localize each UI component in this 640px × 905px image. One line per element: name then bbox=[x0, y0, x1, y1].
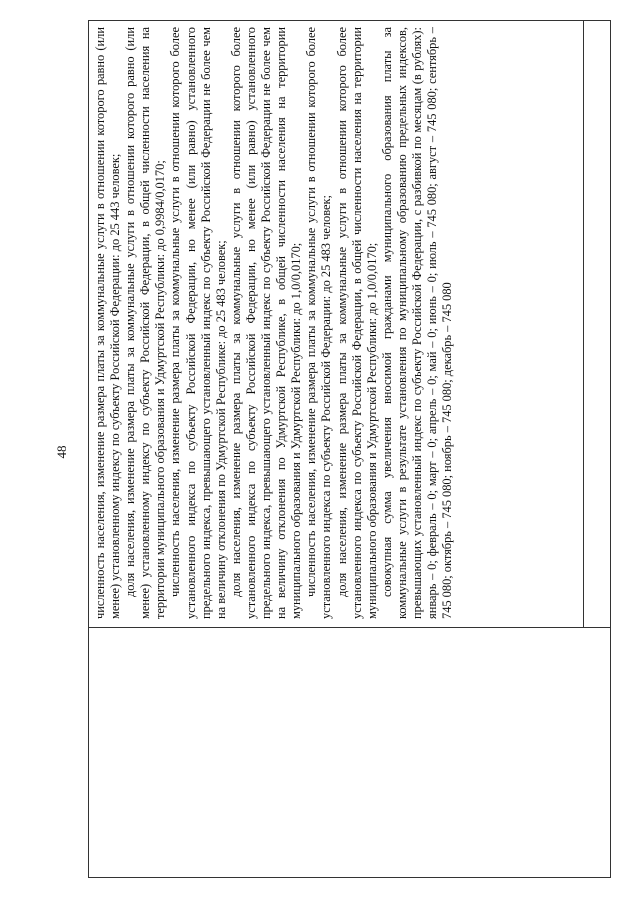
table-right-cell bbox=[89, 21, 610, 627]
paragraph-population-equal-index: численность населения, изменение размера платы за коммунальные услуги в отношении которого равно (или менее) установленному индексу по субъекту Российской Федерации: до 25 443 человек; bbox=[93, 27, 123, 619]
paragraph-population-above-index-within-limit: численность населения, изменение размера платы за коммунальные услуги в отношении которого более установленного индекса по субъекту Российской Федерации, но менее (или равно) установленного предельного индекса, превышающего установленный индекс по субъекту Российской Федерации не более чем на величину отклонения по Удмуртской Республике: до 25 483 человек; bbox=[168, 27, 228, 619]
paragraph-share-above-index: доля населения, изменение размера платы за коммунальные услуги в отношении которого более установленного индекса по субъекту Российской Федерации, в общей численности населения на территории муниципального образования и Удмуртской Республики: до 1,0/0,0170; bbox=[334, 27, 379, 619]
table-left-cell bbox=[89, 627, 610, 877]
document-table bbox=[88, 20, 611, 878]
paragraph-share-above-index-within-limit: доля населения, изменение размера платы за коммунальные услуги в отношении которого более установленного индекса по субъекту Российской Федерации, но менее (или равно) установленного предельного индекса, превышающего установленный индекс по субъекту Российской Федерации не более чем на величину отклонения по Удмуртской Республике, в общей численности населения на территории муниципального образования и Удмуртской Республики: до 1,0/0,0170; bbox=[228, 27, 304, 619]
paragraph-share-equal-index: доля населения, изменение размера платы за коммунальные услуги в отношении которого равно (или менее) установленному индексу по субъекту Российской Федерации, в общей численности населения на территории муниципального образования и Удмуртской Республики: до 0,9984/0,0170; bbox=[123, 27, 168, 619]
page-number: 48 bbox=[54, 445, 69, 459]
paragraph-total-increase-by-month: совокупная сумма увеличения вносимой гражданами муниципального образования платы за коммунальные услуги в результате установления по муниципальному образованию предельных индексов, превышающих установленный индекс по субъекту Российской Федерации, с разбивкой по месяцам (в рублях): январь – 0; февраль – 0; март – 0; апрель – 0; май – 0; июнь – 0; июль – 745 080; август – 745 080; сентябрь – 745 080; октябрь – 745 080; ноябрь – 745 080; декабрь – 745 080 bbox=[379, 27, 455, 619]
paragraph-population-above-index: численность населения, изменение размера платы за коммунальные услуги в отношении которого более установленного индекса по субъекту Российской Федерации: до 25 483 человек; bbox=[304, 27, 334, 619]
table-inner-rule bbox=[583, 21, 584, 627]
